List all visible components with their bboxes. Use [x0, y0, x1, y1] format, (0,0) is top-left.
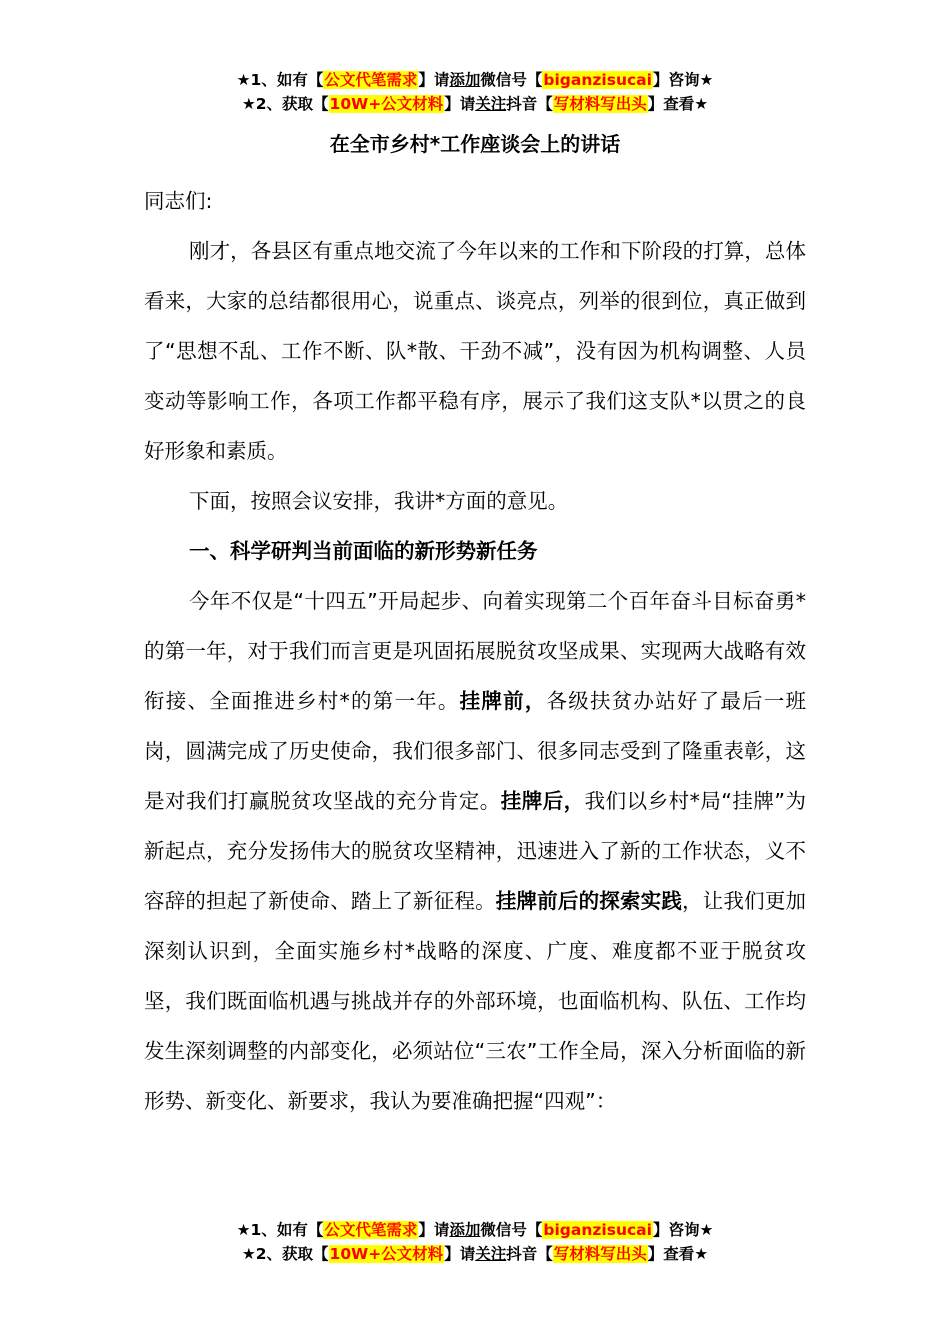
banner-text: 】请: [444, 95, 476, 113]
banner-text: ★1、如有【: [236, 1221, 324, 1239]
banner-text: 微信号【: [480, 1221, 543, 1239]
banner-text: 】咨询★: [652, 1221, 714, 1239]
banner-text: ★2、获取【: [241, 1245, 329, 1263]
banner-text: 】查看★: [647, 95, 709, 113]
banner-highlight: 写材料写出头: [553, 1245, 647, 1263]
document-body: [144, 176, 806, 1126]
banner-text: 抖音【: [506, 95, 553, 113]
banner-text: 微信号【: [480, 71, 543, 89]
banner-line-2: [0, 1242, 950, 1266]
banner-underlined: 添加: [449, 1221, 481, 1239]
banner-text: 】查看★: [647, 1245, 709, 1263]
bottom-banner: [0, 1218, 950, 1266]
paragraph: [144, 576, 806, 1126]
document-title: 在全市乡村*工作座谈会上的讲话: [329, 132, 621, 156]
banner-highlight: biganzisucai: [543, 1221, 652, 1239]
banner-line-1: [0, 68, 950, 92]
banner-text: ★2、获取【: [241, 95, 329, 113]
banner-line-1: [0, 1218, 950, 1242]
salutation: 同志们:: [144, 189, 213, 213]
banner-highlight: 公文代笔需求: [324, 1221, 418, 1239]
banner-underlined: 添加: [449, 71, 481, 89]
paragraph: 刚才，各县区有重点地交流了今年以来的工作和下阶段的打算，总体看来，大家的总结都很用心，说重点、谈亮点，列举的很到位，真正做到了“思想不乱、工作不断、队*散、干劲不减”，没有因为机构调整、人员变动等影响工作，各项工作都平稳有序，展示了我们这支队*以贯之的良好形象和素质。: [144, 239, 806, 463]
banner-line-2: [0, 92, 950, 116]
paragraph-text: 各级扶贫办站好了最后一班岗，圆满完成了历史使命，我们很多部门、很多同志受到了隆重表彰，这是对我们打赢脱贫攻坚战的充分肯定。: [144, 689, 807, 813]
banner-highlight: 10W+公文材料: [329, 1245, 444, 1263]
banner-text: 抖音【: [506, 1245, 553, 1263]
top-banner: [0, 68, 950, 116]
banner-underlined: 关注: [475, 1245, 507, 1263]
paragraph: 下面，按照会议安排，我讲*方面的意见。: [189, 489, 569, 513]
banner-text: 】请: [418, 71, 450, 89]
banner-highlight: 10W+公文材料: [329, 95, 444, 113]
banner-text: ★1、如有【: [236, 71, 324, 89]
paragraph-text: 今年不仅是“十四五”开局起步、向着实现第二个百年奋斗目标奋勇*的第一年，对于我们而言更是巩固拓展脱贫攻坚成果、实现两大战略有效衔接、全面推进乡村*的第一年。: [144, 589, 806, 713]
paragraph-text: ，让我们更加深刻认识到，全面实施乡村*战略的深度、广度、难度都不亚于脱贫攻坚，我们既面临机遇与挑战并存的外部环境，也面临机构、队伍、工作均发生深刻调整的内部变化，必须站位“三农”工作全局，深入分析面临的新形势、新变化、新要求，我认为要准确把握“四观”：: [144, 889, 807, 1113]
section-heading: 一、科学研判当前面临的新形势新任务: [189, 539, 538, 563]
banner-highlight: 写材料写出头: [553, 95, 647, 113]
banner-highlight: 公文代笔需求: [324, 71, 418, 89]
banner-underlined: 关注: [475, 95, 507, 113]
banner-text: 】请: [418, 1221, 450, 1239]
banner-text: 】咨询★: [652, 71, 714, 89]
bold-phrase: 挂牌前后的探索实践: [495, 889, 683, 913]
bold-phrase: 挂牌前，: [459, 689, 547, 713]
paragraph-text: 我们以乡村*局“挂牌”为新起点，充分发扬伟大的脱贫攻坚精神，迅速进入了新的工作状态，义不容辞的担起了新使命、踏上了新征程。: [144, 789, 806, 913]
banner-text: 】请: [444, 1245, 476, 1263]
banner-highlight: biganzisucai: [543, 71, 652, 89]
bold-phrase: 挂牌后，: [500, 789, 585, 813]
